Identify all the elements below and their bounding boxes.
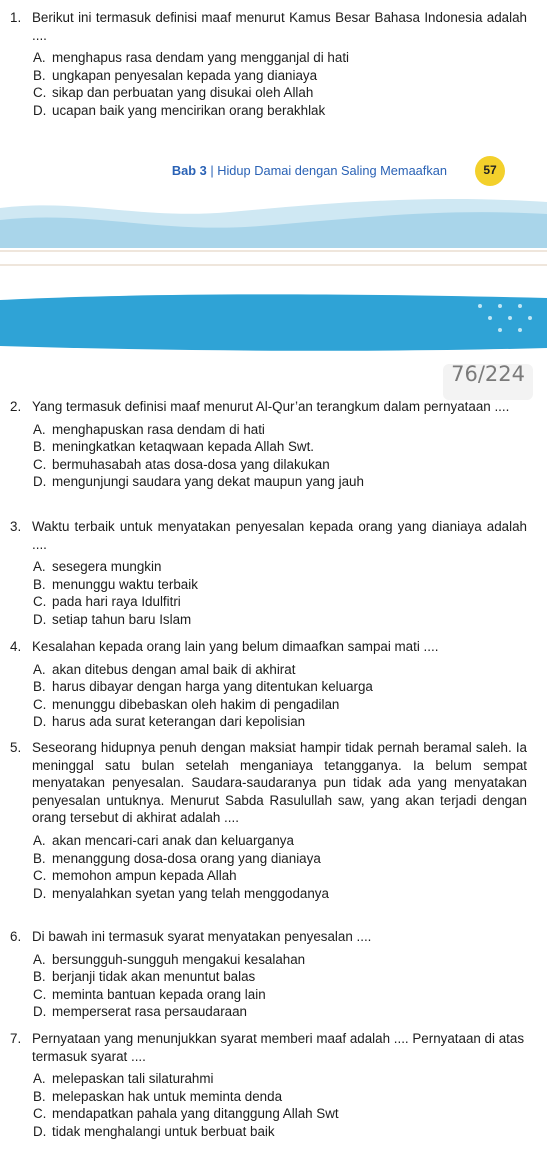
question-number: 2. (10, 399, 22, 414)
question-4 (10, 638, 527, 731)
option-a: A. menghapus rasa dendam yang mengganjal di hati (33, 50, 350, 66)
option-a: A. menghapuskan rasa dendam di hati (33, 421, 265, 437)
option-d: D. menyalahkan syetan yang telah menggodanya (33, 885, 329, 901)
option-d: D. ucapan baik yang mencirikan orang berakhlak (33, 102, 326, 118)
option-c: C. sikap dan perbuatan yang disukai oleh Allah (33, 85, 314, 101)
question-1 (10, 9, 527, 120)
question-number: 1. (10, 10, 22, 25)
option-b: B. menunggu waktu terbaik (33, 576, 198, 592)
option-c: C. mendapatkan pahala yang ditanggung Allah Swt (33, 1106, 339, 1122)
option-c: C. bermuhasabah atas dosa-dosa yang dilakukan (33, 456, 330, 472)
chapter-label: Bab 3 | Hidup Damai dengan Saling Memaafkan (171, 162, 447, 178)
option-b: B. melepaskan hak untuk meminta denda (33, 1088, 283, 1104)
option-a: A. bersungguh-sungguh mengakui kesalahan (33, 951, 306, 967)
wave-decoration-bottom (0, 292, 547, 352)
question-number: 4. (10, 639, 22, 654)
option-c: C. pada hari raya Idulfitri (33, 594, 181, 610)
option-d: D. memperserat rasa persaudaraan (33, 1004, 248, 1020)
question-7 (10, 1030, 527, 1141)
page-number-badge: 57 (475, 156, 505, 186)
option-d: D. harus ada surat keterangan dari kepolisian (33, 714, 306, 730)
question-number: 3. (10, 519, 22, 534)
question-text: Kesalahan kepada orang lain yang belum dimaafkan sampai mati .... (32, 639, 439, 654)
option-c: C. menunggu dibebaskan oleh hakim di pengadilan (33, 696, 340, 712)
option-b: B. ungkapan penyesalan kepada yang dianiaya (33, 67, 318, 83)
question-number: 6. (10, 929, 22, 944)
option-a: A. sesegera mungkin (33, 559, 162, 575)
option-c: C. memohon ampun kepada Allah (33, 868, 237, 884)
question-text: Waktu terbaik untuk menyatakan penyesalan kepada orang yang dianiaya adalah .... (32, 519, 527, 552)
option-b: B. berjanji tidak akan menuntut balas (33, 969, 256, 985)
option-d: D. tidak menghalangi untuk berbuat baik (33, 1123, 275, 1139)
option-d: D. mengunjungi saudara yang dekat maupun yang jauh (33, 474, 364, 490)
question-text: Yang termasuk definisi maaf menurut Al-Qur’an terangkum dalam pernyataan .... (32, 399, 510, 414)
option-b: B. meningkatkan ketaqwaan kepada Allah Swt. (33, 439, 315, 455)
option-d: D. setiap tahun baru Islam (33, 611, 192, 627)
question-2 (10, 398, 527, 491)
page-counter: 76/224 (443, 364, 533, 400)
question-text: Pernyataan yang menunjukkan syarat memberi maaf adalah .... Pernyataan di atas termasuk syarat .... (32, 1031, 525, 1064)
option-a: A. akan mencari-cari anak dan keluarganya (33, 832, 294, 848)
question-6 (10, 928, 527, 1021)
option-b: B. menanggung dosa-dosa orang yang dianiaya (33, 850, 321, 866)
question-number: 5. (10, 740, 22, 755)
option-a: A. akan ditebus dengan amal baik di akhirat (33, 661, 296, 677)
page-footer (0, 155, 547, 186)
question-text: Di bawah ini termasuk syarat menyatakan penyesalan .... (32, 929, 372, 944)
option-b: B. harus dibayar dengan harga yang ditentukan keluarga (33, 679, 373, 695)
option-c: C. meminta bantuan kepada orang lain (33, 986, 266, 1002)
question-number: 7. (10, 1031, 22, 1046)
option-a: A. melepaskan tali silaturahmi (33, 1071, 214, 1087)
question-3 (10, 518, 527, 629)
question-text: Seseorang hidupnya penuh dengan maksiat hampir tidak pernah beramal saleh. Ia meninggal satu bulan setelah menganiaya tetangganya. Ia belum sempat menyatakan penyesalan. Saudara-saudaranya pun tidak ada yang menyatakan penyesalan untuknya. Menurut Sabda Rasulullah saw, yang akan terjadi dengan orang tersebut di akhirat adalah .... (32, 740, 527, 826)
wave-decoration-top (0, 190, 547, 270)
question-5 (10, 739, 527, 902)
question-text: Berikut ini termasuk definisi maaf menurut Kamus Besar Bahasa Indonesia adalah .... (32, 10, 527, 43)
